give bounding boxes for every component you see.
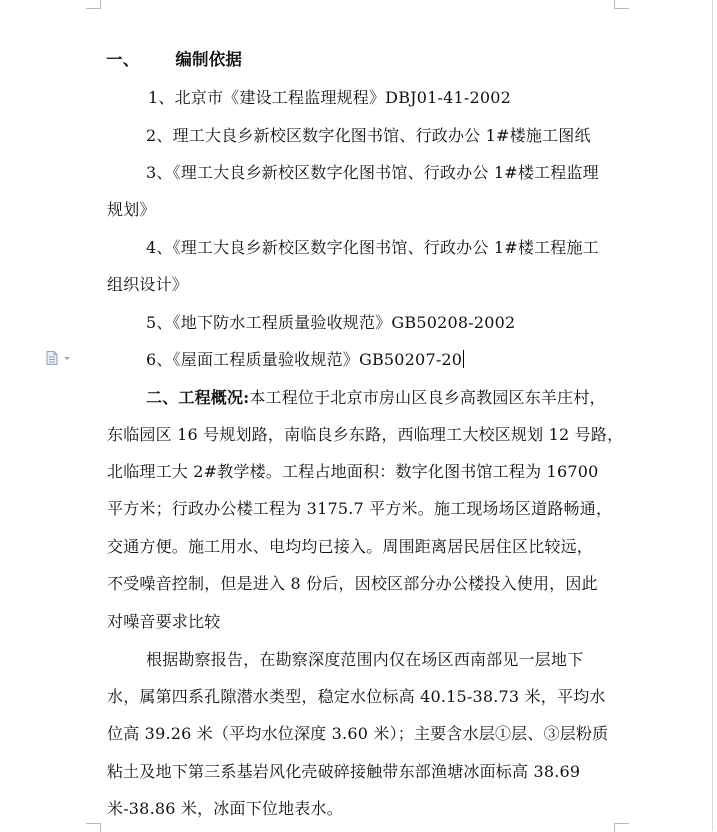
overview-line-2: 东临园区 16 号规划路，南临良乡东路，西临理工大校区规划 12 号路，: [107, 425, 624, 444]
survey-line-4: 粘土及地下第三系基岩风化壳破碎接触带东部渔塘冰面标高 38.69: [107, 762, 581, 781]
basis-item-4-cont: 组织设计》: [107, 275, 189, 294]
basis-item-5: 5、《地下防水工程质量验收规范》GB50208-2002: [146, 313, 516, 332]
overview-line-6: 不受噪音控制，但是进入 8 份后，因校区部分办公楼投入使用，因此: [107, 574, 598, 593]
section-number: 一、: [106, 50, 140, 69]
section-title: 编制依据: [175, 50, 243, 69]
basis-item-3: 3、《理工大良乡新校区数字化图书馆、行政办公 1#楼工程监理: [146, 163, 599, 182]
crop-mark-top-right: [614, 0, 629, 9]
survey-line-2: 水，属第四系孔隙潜水类型，稳定水位标高 40.15-38.73 米，平均水: [107, 687, 606, 706]
text-cursor: [463, 350, 464, 368]
overview-line-5: 交通方便。施工用水、电均均已接入。周围距离居民居住区比较远，: [107, 537, 594, 556]
overview-text-1: 本工程位于北京市房山区良乡高教园区东羊庄村，: [249, 388, 606, 407]
basis-item-6: [146, 350, 464, 370]
section-heading: [106, 50, 242, 70]
document-options-icon[interactable]: [46, 351, 72, 365]
basis-item-4: 4、《理工大良乡新校区数字化图书馆、行政办公 1#楼工程施工: [146, 238, 599, 257]
survey-line-5: 米-38.86 米，冰面下位地表水。: [107, 799, 343, 818]
basis-item-2: 2、理工大良乡新校区数字化图书馆、行政办公 1#楼施工图纸: [146, 126, 591, 145]
basis-item-1: 1、北京市《建设工程监理规程》DBJ01-41-2002: [148, 88, 512, 107]
page-edge: [712, 0, 713, 831]
crop-mark-top-left: [86, 0, 101, 9]
overview-line-3: 北临理工大 2#教学楼。工程占地面积：数字化图书馆工程为 16700: [107, 462, 599, 481]
overview-line-1: [146, 388, 606, 408]
overview-line-7: 对噪音要求比较: [107, 612, 221, 631]
survey-line-1: 根据勘察报告，在勘察深度范围内仅在场区西南部见一层地下: [146, 650, 584, 669]
overview-label: 二、工程概况:: [146, 388, 250, 407]
survey-line-3: 位高 39.26 米（平均水位深度 3.60 米）；主要含水层①层、③层粉质: [107, 724, 609, 743]
basis-item-6-text: 6、《屋面工程质量验收规范》GB50207-20: [146, 350, 463, 369]
overview-line-4: 平方米；行政办公楼工程为 3175.7 平方米。施工现场场区道路畅通，: [107, 499, 613, 518]
basis-item-3-cont: 规划》: [107, 200, 156, 219]
